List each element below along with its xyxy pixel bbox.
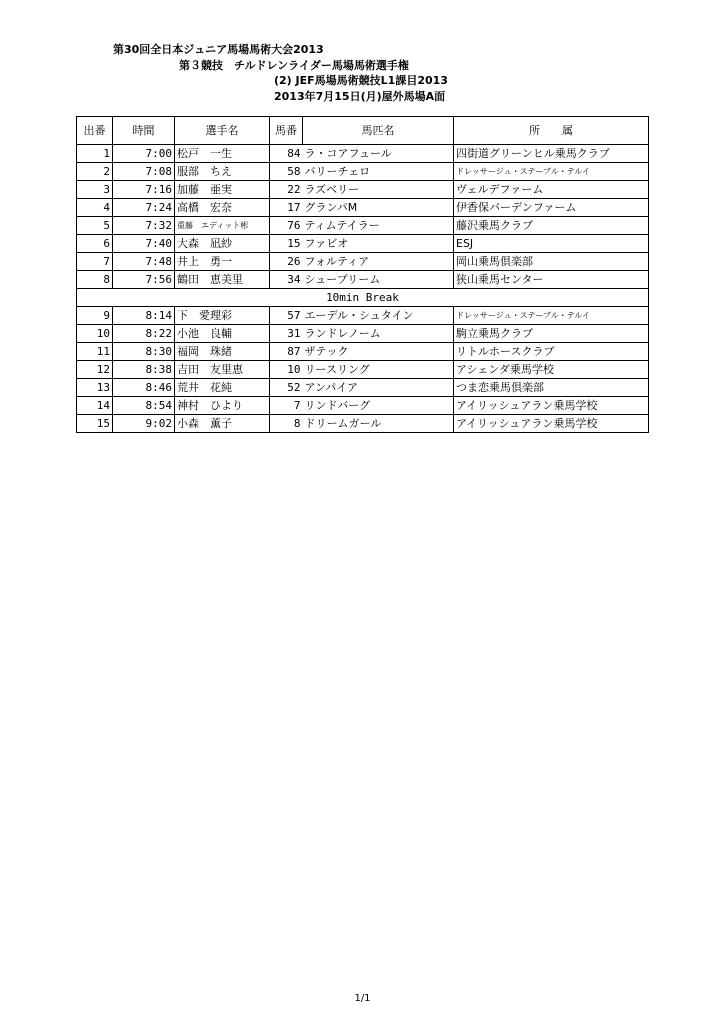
- cell-rider: 大森 凪紗: [175, 235, 270, 253]
- cell-rider: 重藤 エディット彬: [175, 217, 270, 235]
- break-label: 10min Break: [77, 289, 649, 307]
- cell-horse-name: ランドレノーム: [303, 325, 454, 343]
- event-title: 第30回全日本ジュニア馬場馬術大会2013: [113, 43, 324, 56]
- cell-club: 駒立乗馬クラブ: [454, 325, 649, 343]
- cell-horse-number: 31: [270, 325, 303, 343]
- cell-horse-number: 8: [270, 415, 303, 433]
- cell-club: ヴェルデファーム: [454, 181, 649, 199]
- header-horse-number: 馬番: [270, 117, 303, 145]
- cell-time: 8:22: [113, 325, 175, 343]
- cell-horse-name: エーデル・シュタイン: [303, 307, 454, 325]
- cell-rider: 下 愛理彩: [175, 307, 270, 325]
- cell-horse-number: 7: [270, 397, 303, 415]
- table-row: [77, 217, 649, 235]
- cell-club: 藤沢乗馬クラブ: [454, 217, 649, 235]
- cell-horse-number: 10: [270, 361, 303, 379]
- cell-rider: 服部 ちえ: [175, 163, 270, 181]
- cell-club: アイリッシュアラン乗馬学校: [454, 397, 649, 415]
- cell-order: 13: [77, 379, 113, 397]
- test-name: (2) JEF馬場馬術競技L1課目2013: [274, 74, 448, 87]
- table-row: [77, 199, 649, 217]
- cell-club: 四街道グリーンヒル乗馬クラブ: [454, 145, 649, 163]
- cell-order: 3: [77, 181, 113, 199]
- table-row: [77, 235, 649, 253]
- cell-rider: 神村 ひより: [175, 397, 270, 415]
- table-row: [77, 325, 649, 343]
- cell-horse-number: 76: [270, 217, 303, 235]
- start-list-body: [77, 145, 649, 433]
- cell-rider: 松戸 一生: [175, 145, 270, 163]
- cell-rider: 吉田 友里恵: [175, 361, 270, 379]
- cell-horse-number: 34: [270, 271, 303, 289]
- cell-horse-number: 15: [270, 235, 303, 253]
- cell-time: 8:30: [113, 343, 175, 361]
- cell-order: 9: [77, 307, 113, 325]
- cell-horse-number: 26: [270, 253, 303, 271]
- cell-rider: 荒井 花純: [175, 379, 270, 397]
- table-row: [77, 271, 649, 289]
- cell-club: アイリッシュアラン乗馬学校: [454, 415, 649, 433]
- header-time: 時間: [113, 117, 175, 145]
- cell-horse-name: リンドバーグ: [303, 397, 454, 415]
- cell-horse-number: 87: [270, 343, 303, 361]
- cell-order: 2: [77, 163, 113, 181]
- table-row: [77, 181, 649, 199]
- cell-horse-number: 57: [270, 307, 303, 325]
- cell-time: 8:54: [113, 397, 175, 415]
- cell-order: 14: [77, 397, 113, 415]
- cell-horse-name: フォルティア: [303, 253, 454, 271]
- cell-time: 7:16: [113, 181, 175, 199]
- cell-time: 7:32: [113, 217, 175, 235]
- cell-order: 8: [77, 271, 113, 289]
- cell-time: 7:24: [113, 199, 175, 217]
- cell-horse-name: シュープリーム: [303, 271, 454, 289]
- cell-horse-name: ラズベリー: [303, 181, 454, 199]
- table-row: [77, 253, 649, 271]
- table-row: [77, 343, 649, 361]
- header-order: 出番: [77, 117, 113, 145]
- cell-horse-number: 17: [270, 199, 303, 217]
- cell-horse-number: 52: [270, 379, 303, 397]
- cell-time: 9:02: [113, 415, 175, 433]
- table-row: [77, 361, 649, 379]
- table-header-row: [77, 117, 649, 145]
- cell-horse-number: 22: [270, 181, 303, 199]
- cell-horse-name: グランパM: [303, 199, 454, 217]
- page-number: 1/1: [354, 993, 371, 1004]
- cell-rider: 福岡 珠緒: [175, 343, 270, 361]
- table-row: [77, 145, 649, 163]
- cell-order: 7: [77, 253, 113, 271]
- cell-time: 8:46: [113, 379, 175, 397]
- table-row: [77, 415, 649, 433]
- cell-club: ESJ: [454, 235, 649, 253]
- cell-rider: 高橋 宏奈: [175, 199, 270, 217]
- cell-time: 8:14: [113, 307, 175, 325]
- cell-time: 7:00: [113, 145, 175, 163]
- cell-order: 15: [77, 415, 113, 433]
- cell-horse-number: 84: [270, 145, 303, 163]
- cell-club: アシェンダ乗馬学校: [454, 361, 649, 379]
- header-rider: 選手名: [175, 117, 270, 145]
- competition-title: 第３競技 チルドレンライダー馬場馬術選手権: [179, 59, 409, 72]
- break-row: [77, 289, 649, 307]
- cell-time: 7:40: [113, 235, 175, 253]
- cell-order: 6: [77, 235, 113, 253]
- cell-horse-name: ラ・コアフュール: [303, 145, 454, 163]
- cell-horse-name: バリーチェロ: [303, 163, 454, 181]
- cell-horse-name: リースリング: [303, 361, 454, 379]
- cell-rider: 加藤 亜実: [175, 181, 270, 199]
- header-horse-name: 馬匹名: [303, 117, 454, 145]
- table-row: [77, 397, 649, 415]
- cell-horse-name: ザテック: [303, 343, 454, 361]
- cell-horse-name: ドリームガール: [303, 415, 454, 433]
- cell-time: 8:38: [113, 361, 175, 379]
- cell-club: ドレッサージュ・ステーブル・テルイ: [454, 163, 649, 181]
- cell-horse-number: 58: [270, 163, 303, 181]
- cell-order: 5: [77, 217, 113, 235]
- cell-rider: 鶴田 恵美里: [175, 271, 270, 289]
- cell-rider: 小森 薫子: [175, 415, 270, 433]
- cell-time: 7:08: [113, 163, 175, 181]
- cell-rider: 小池 良輔: [175, 325, 270, 343]
- cell-order: 4: [77, 199, 113, 217]
- cell-horse-name: アンパイア: [303, 379, 454, 397]
- cell-club: ドレッサージュ・ステーブル・テルイ: [454, 307, 649, 325]
- table-row: [77, 379, 649, 397]
- table-row: [77, 307, 649, 325]
- cell-order: 10: [77, 325, 113, 343]
- cell-club: 岡山乗馬倶楽部: [454, 253, 649, 271]
- event-date-venue: 2013年7月15日(月)屋外馬場A面: [274, 90, 446, 103]
- cell-club: リトルホースクラブ: [454, 343, 649, 361]
- table-row: [77, 163, 649, 181]
- cell-horse-name: ファビオ: [303, 235, 454, 253]
- header-club: 所 属: [454, 117, 649, 145]
- cell-horse-name: ティムテイラー: [303, 217, 454, 235]
- cell-time: 7:48: [113, 253, 175, 271]
- cell-order: 11: [77, 343, 113, 361]
- cell-order: 12: [77, 361, 113, 379]
- start-list-table: [76, 116, 649, 433]
- cell-club: 狭山乗馬センター: [454, 271, 649, 289]
- cell-order: 1: [77, 145, 113, 163]
- cell-time: 7:56: [113, 271, 175, 289]
- cell-club: つま恋乗馬倶楽部: [454, 379, 649, 397]
- cell-rider: 井上 勇一: [175, 253, 270, 271]
- cell-club: 伊香保バーデンファーム: [454, 199, 649, 217]
